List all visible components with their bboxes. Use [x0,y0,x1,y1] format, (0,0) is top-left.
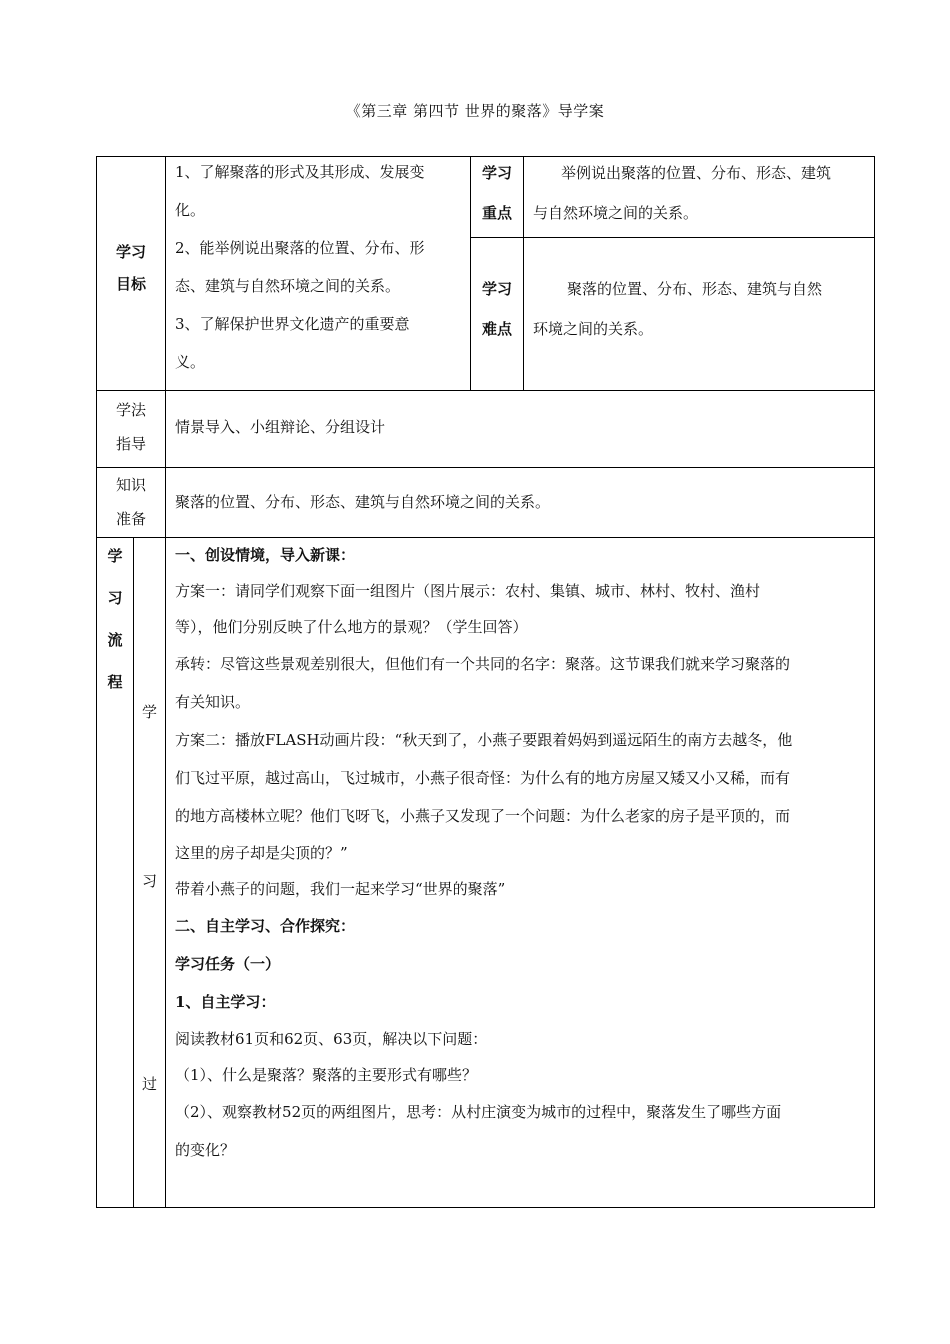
objective-line: 义。 [175,353,206,371]
key-points-label [471,153,523,233]
method-label [97,393,165,461]
difficulties-label [471,269,523,349]
label-line: 学习 [481,164,512,182]
plan-line: 方案二：播放FLASH动画片段：“秋天到了，小燕子要跟着妈妈到遥远陌生的南方去越冬，他 [175,731,793,749]
key-point-line: 与自然环境之间的关系。 [533,204,699,222]
label-line: 目标 [115,275,146,293]
task-heading: 学习任务（一） [175,955,281,973]
column-divider [165,157,166,1208]
instruction-line: 阅读教材61页和62页、63页，解决以下问题： [175,1030,488,1048]
plan-line: 这里的房子却是尖顶的？” [175,844,348,862]
label-line: 指导 [115,435,146,453]
label-line: 学法 [115,401,146,419]
plan-line: 等），他们分别反映了什么地方的景观？（学生回答） [175,618,528,636]
question-line: （1）、什么是聚落？聚落的主要形式有哪些？ [175,1066,478,1084]
objectives-content [175,153,465,381]
transition-line: 有关知识。 [175,693,251,711]
section-heading: 一、创设情境，导入新课： [175,546,356,564]
label-line: 习 [107,589,123,607]
flow-content [175,537,871,1169]
objective-line: 化。 [175,201,206,219]
plan-line: 的地方高楼林立呢？他们飞呀飞，小燕子又发现了一个问题：为什么老家的房子是平顶的，而 [175,807,791,825]
flow-sublabel: 过 [141,1075,157,1093]
knowledge-content: 聚落的位置、分布、形态、建筑与自然环境之间的关系。 [175,493,551,511]
lesson-plan-table [96,156,875,1208]
label-line: 准备 [115,510,146,528]
objective-line: 2、能举例说出聚落的位置、分布、形 [175,239,425,257]
label-line: 学习 [481,280,512,298]
label-line: 重点 [481,204,512,222]
row-divider [470,237,875,238]
question-line: 的变化？ [175,1141,236,1159]
label-line: 知识 [115,476,146,494]
label-line: 流 [107,631,123,649]
objective-line: 态、建筑与自然环境之间的关系。 [175,277,401,295]
plan-line: 们飞过平原，越过高山，飞过城市，小燕子很奇怪：为什么有的地方房屋又矮又小又稀，而有 [175,769,791,787]
difficulties-content [533,269,873,349]
flow-sublabel: 学 [141,703,157,721]
label-line: 学 [107,547,123,565]
column-divider [523,157,524,390]
objectives-label [97,236,165,300]
label-line: 程 [107,673,123,691]
subsection-heading: 1、自主学习： [175,993,276,1011]
flow-label [97,535,133,703]
follow-line: 带着小燕子的问题，我们一起来学习“世界的聚落” [175,880,506,898]
objective-line: 1、了解聚落的形式及其形成、发展变 [175,163,425,181]
key-point-line: 举例说出聚落的位置、分布、形态、建筑 [561,164,832,182]
objective-line: 3、了解保护世界文化遗产的重要意 [175,315,410,333]
row-divider [97,467,875,468]
difficulty-line: 环境之间的关系。 [533,320,654,338]
label-line: 难点 [481,320,512,338]
transition-line: 承转：尽管这些景观差别很大，但他们有一个共同的名字：聚落。这节课我们就来学习聚落的 [175,655,791,673]
label-line: 学习 [115,243,146,261]
plan-line: 方案一：请同学们观察下面一组图片（图片展示：农村、集镇、城市、林村、牧村、渔村 [175,582,761,600]
flow-sublabel: 习 [141,872,157,890]
knowledge-label [97,468,165,536]
page-title: 《第三章 第四节 世界的聚落》导学案 [345,102,605,120]
key-points-content [533,153,873,233]
question-line: （2）、观察教材52页的两组图片，思考：从村庄演变为城市的过程中，聚落发生了哪些方面 [175,1103,782,1121]
difficulty-line: 聚落的位置、分布、形态、建筑与自然 [567,280,823,298]
row-divider [97,390,875,391]
section-heading: 二、自主学习、合作探究： [175,917,356,935]
method-content: 情景导入、小组辩论、分组设计 [175,418,386,436]
